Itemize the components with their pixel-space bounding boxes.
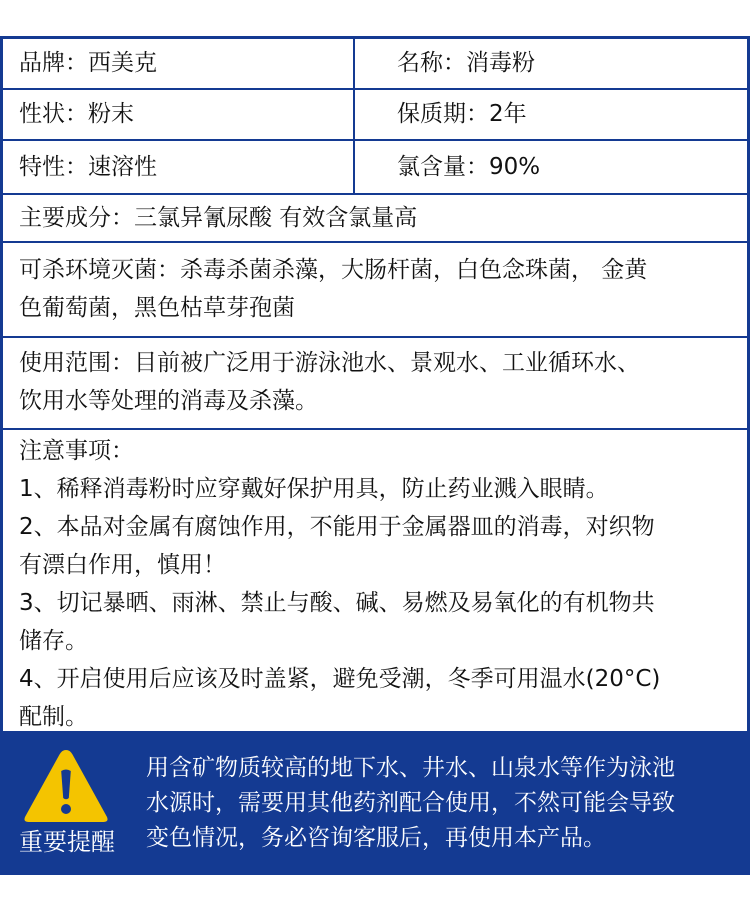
spec-form: 性状：粉末 — [3, 90, 355, 139]
spec-precautions-text — [19, 432, 737, 736]
spec-usage-text — [19, 344, 737, 420]
text-line: 4、开启使用后应该及时盖紧，避免受潮，冬季可用温水(20°C) — [19, 666, 661, 692]
spec-row-form-shelf-life — [3, 90, 747, 141]
text-line: 用含矿物质较高的地下水、井水、山泉水等作为泳池 — [146, 755, 675, 781]
warning-triangle-icon — [22, 747, 110, 825]
spec-row-brand-name — [3, 39, 747, 90]
notice-title: 重要提醒 — [19, 828, 115, 856]
spec-row-property-chlorine — [3, 141, 747, 195]
spec-bactericidal-text — [19, 251, 737, 327]
text-line: 可杀环境灭菌：杀毒杀菌杀藻，大肠杆菌，白色念珠菌， 金黄 — [19, 257, 648, 283]
text-line: 水源时，需要用其他药剂配合使用，不然可能会导致 — [146, 790, 675, 816]
spec-property: 特性：速溶性 — [3, 141, 355, 193]
text-line: 变色情况，务必咨询客服后，再使用本产品。 — [146, 825, 606, 851]
spec-row-usage — [3, 338, 747, 430]
text-line: 2、本品对金属有腐蚀作用，不能用于金属器皿的消毒，对织物 — [19, 514, 655, 540]
text-line: 配制。 — [19, 704, 88, 730]
text-line: 色葡萄菌，黑色枯草芽孢菌 — [19, 295, 295, 321]
spec-table — [0, 36, 750, 734]
spec-row-precautions — [3, 430, 747, 731]
text-line: 3、切记暴晒、雨淋、禁止与酸、碱、易燃及易氧化的有机物共 — [19, 590, 655, 616]
text-line: 有漂白作用，慎用！ — [19, 552, 226, 578]
spec-chlorine-content: 氯含量：90% — [397, 153, 541, 180]
spec-row-ingredient — [3, 195, 747, 243]
text-line: 饮用水等处理的消毒及杀藻。 — [19, 388, 318, 414]
spec-product-name: 名称：消毒粉 — [397, 50, 535, 76]
notice-text — [146, 751, 736, 856]
important-notice-banner — [0, 734, 750, 875]
text-line: 储存。 — [19, 628, 88, 654]
text-line: 注意事项： — [19, 438, 134, 464]
spec-main-ingredient: 主要成分：三氯异氰尿酸 有效含氯量高 — [19, 204, 418, 231]
text-line: 1、稀释消毒粉时应穿戴好保护用具，防止药业溅入眼睛。 — [19, 476, 609, 502]
text-line: 使用范围：目前被广泛用于游泳池水、景观水、工业循环水、 — [19, 350, 640, 376]
spec-shelf-life: 保质期：2年 — [397, 101, 527, 127]
spec-row-bactericidal — [3, 243, 747, 338]
spec-brand: 品牌：西美克 — [3, 39, 355, 88]
